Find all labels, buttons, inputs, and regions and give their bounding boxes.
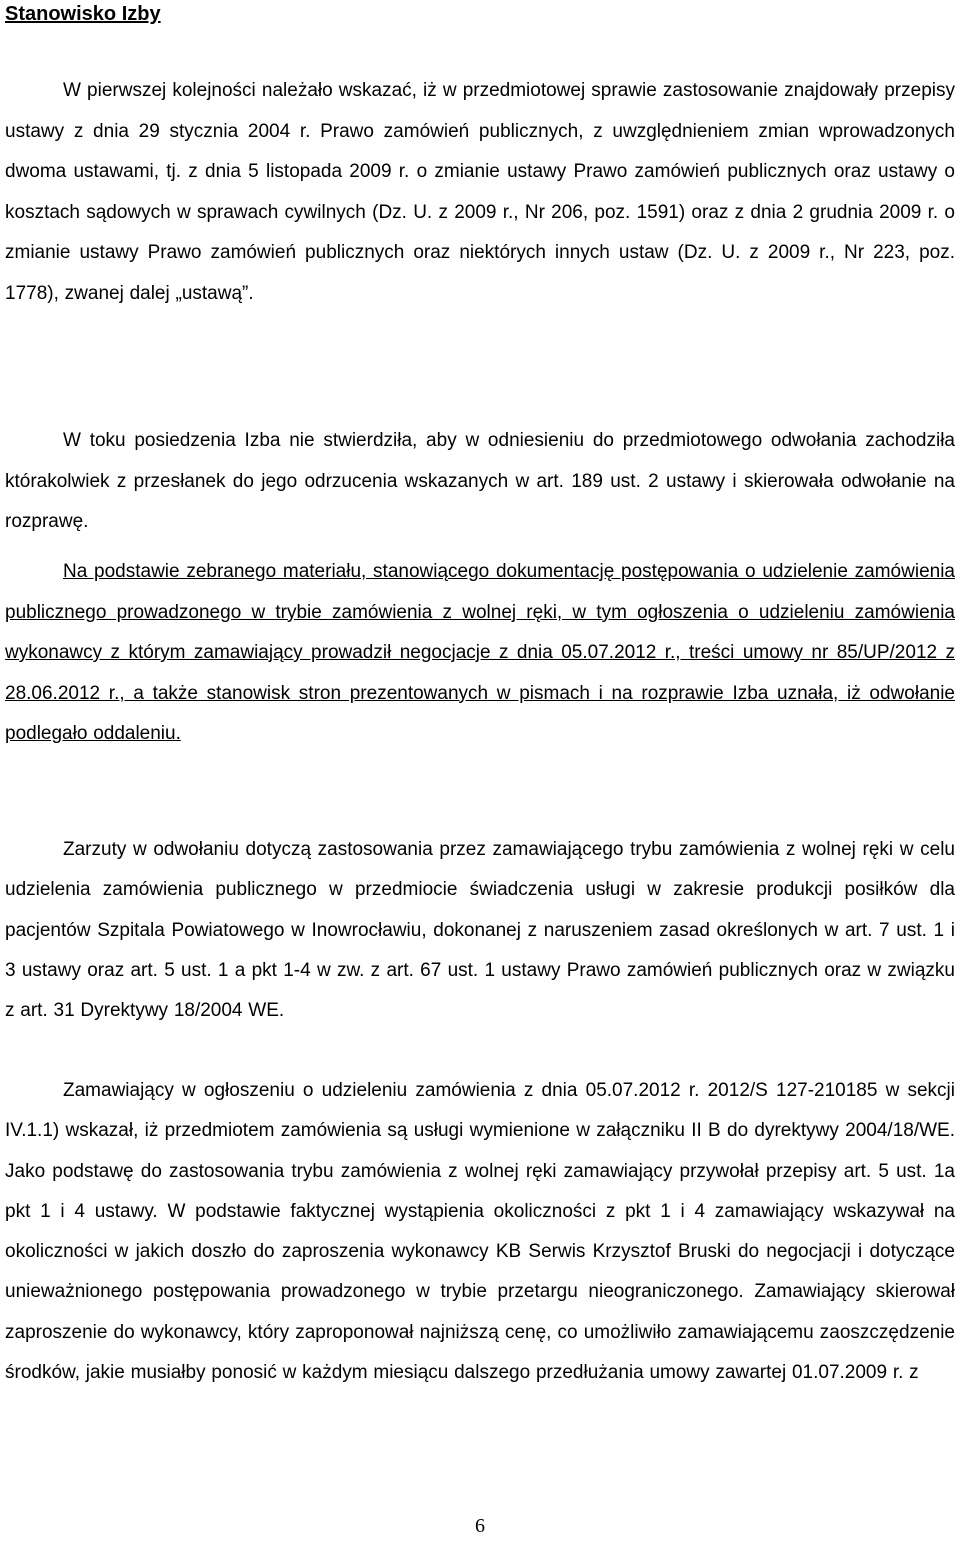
paragraph-appeal-allegations: Zarzuty w odwołaniu dotyczą zastosowania przez zamawiającego trybu zamówienia z wolnej ręki w celu udzielenia zamówienia publicznego w przedmiocie świadczenia usługi w zakresie produkcji posiłków dla pacjentów Szpitala Powiatowego w Inowrocławiu, dokonanej z naruszeniem zasad określonych w art. 7 ust. 1 i 3 ustawy oraz art. 5 ust. 1 a pkt 1-4 w zw. z art. 67 ust. 1 ustawy Prawo zamówień publicznych oraz w związku z art. 31 Dyrektywy 18/2004 WE. — [5, 839, 955, 1022]
section-heading: Stanowisko Izby — [5, 3, 161, 25]
paragraph-no-rejection-grounds: W toku posiedzenia Izba nie stwierdziła, aby w odniesieniu do przedmiotowego odwołania zachodziła którakolwiek z przesłanek do jego odrzucenia wskazanych w art. 189 ust. 2 ustawy i skierowała odwołanie na rozprawę. — [5, 430, 955, 532]
page-number: 6 — [475, 1515, 485, 1537]
paragraph-contract-award-notice: Zamawiający w ogłoszeniu o udzieleniu zamówienia z dnia 05.07.2012 r. 2012/S 127-210185 w sekcji IV.1.1) wskazał, iż przedmiotem zamówienia są usługi wymienione w załączniku II B do dyrektywy 2004/18/WE. Jako podstawę do zastosowania trybu zamówienia z wolnej ręki zamawiający przywołał przepisy art. 5 ust. 1a pkt 1 i 4 ustawy. W podstawie faktycznej wystąpienia okoliczności z pkt 1 i 4 zamawiający wskazywał na okoliczności w jakich doszło do zaproszenia wykonawcy KB Serwis Krzysztof Bruski do negocjacji i dotyczące unieważnionego postępowania prowadzonego w trybie przetargu nieograniczonego. Zamawiający skierował zaproszenie do wykonawcy, który zaproponował najniższą cenę, co umożliwiło zamawiającemu zaoszczędzenie środków, jakie musiałby ponosić w każdym miesiącu dalszego przedłużania umowy zawartej 01.07.2009 r. z — [5, 1080, 955, 1384]
paragraph-applicable-law: W pierwszej kolejności należało wskazać, iż w przedmiotowej sprawie zastosowanie znajdowały przepisy ustawy z dnia 29 stycznia 2004 r. Prawo zamówień publicznych, z uwzględnieniem zmian wprowadzonych dwoma ustawami, tj. z dnia 5 listopada 2009 r. o zmianie ustawy Prawo zamówień publicznych oraz ustawy o kosztach sądowych w sprawach cywilnych (Dz. U. z 2009 r., Nr 206, poz. 1591) oraz z dnia 2 grudnia 2009 r. o zmianie ustawy Prawo zamówień publicznych oraz niektórych innych ustaw (Dz. U. z 2009 r., Nr 223, poz. 1778), zwanej dalej „ustawą”. — [5, 80, 955, 304]
paragraph-appeal-dismissed: Na podstawie zebranego materiału, stanowiącego dokumentację postępowania o udzielenie zamówienia publicznego prowadzonego w trybie zamówienia z wolnej ręki, w tym ogłoszenia o udzieleniu zamówienia wykonawcy z którym zamawiający prowadził negocjacje z dnia 05.07.2012 r., treści umowy nr 85/UP/2012 z 28.06.2012 r., a także stanowisk stron prezentowanych w pismach i na rozprawie Izba uznała, iż odwołanie podlegało oddaleniu. — [5, 561, 955, 744]
